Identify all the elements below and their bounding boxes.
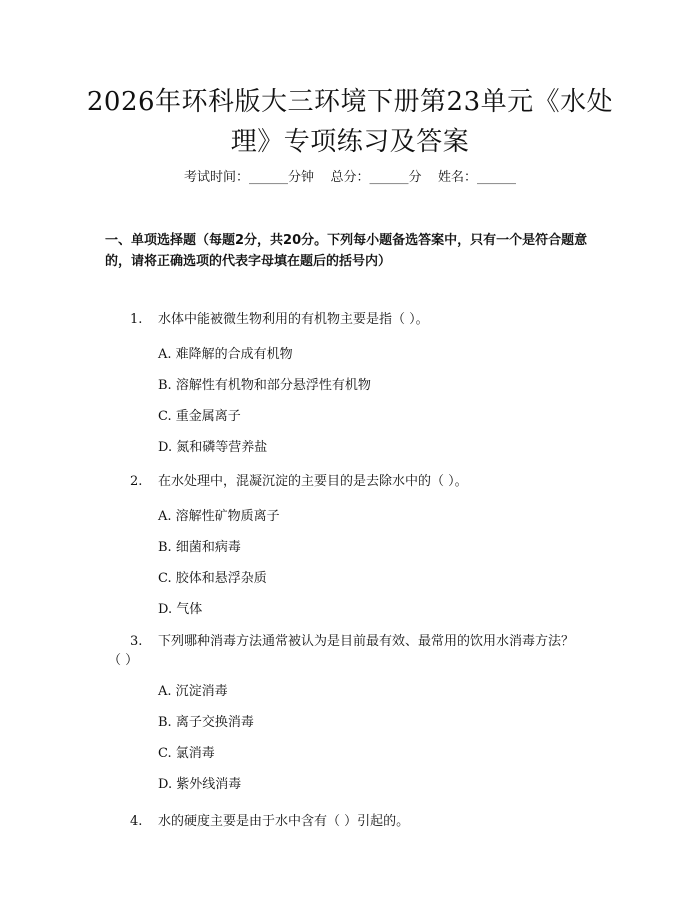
option-a: A. 沉淀消毒 [158,684,228,699]
option-a: A. 难降解的合成有机物 [158,347,293,362]
exam-info: 考试时间：______分钟 总分：______分 姓名：______ [183,170,517,185]
option-d: D. 气体 [158,602,203,617]
option-b: B. 离子交换消毒 [158,715,254,730]
question-text: 在水处理中，混凝沉淀的主要目的是去除水中的（ ）。 [158,474,468,489]
option-c: C. 重金属离子 [158,409,241,424]
question-number: 4. [130,814,143,829]
question-text: 水的硬度主要是由于水中含有（ ）引起的。 [158,814,410,829]
question-text: 下列哪种消毒方法通常被认为是目前最有效、最常用的饮用水消毒方法？ [158,634,575,649]
option-d: D. 紫外线消毒 [158,777,242,792]
question-number: 1. [130,312,143,327]
question-number: 2. [130,474,143,489]
option-b: B. 溶解性有机物和部分悬浮性有机物 [158,378,371,393]
question-number: 3. [130,634,143,649]
option-c: C. 氯消毒 [158,746,215,761]
question-text-continued: （ ） [108,653,139,668]
section-heading: 一、单项选择题（每题2分，共20分。下列每小题备选答案中，只有一个是符合题意的，请将正确选项的代表字母填在题后的括号内） [105,233,588,269]
option-b: B. 细菌和病毒 [158,540,241,555]
question-text: 水体中能被微生物利用的有机物主要是指（ ）。 [158,312,429,327]
document-title: 2026年环科版大三环境下册第23单元《水处理》专项练习及答案 [86,87,614,157]
option-a: A. 溶解性矿物质离子 [158,509,280,524]
option-c: C. 胶体和悬浮杂质 [158,571,267,586]
option-d: D. 氮和磷等营养盐 [158,440,268,455]
